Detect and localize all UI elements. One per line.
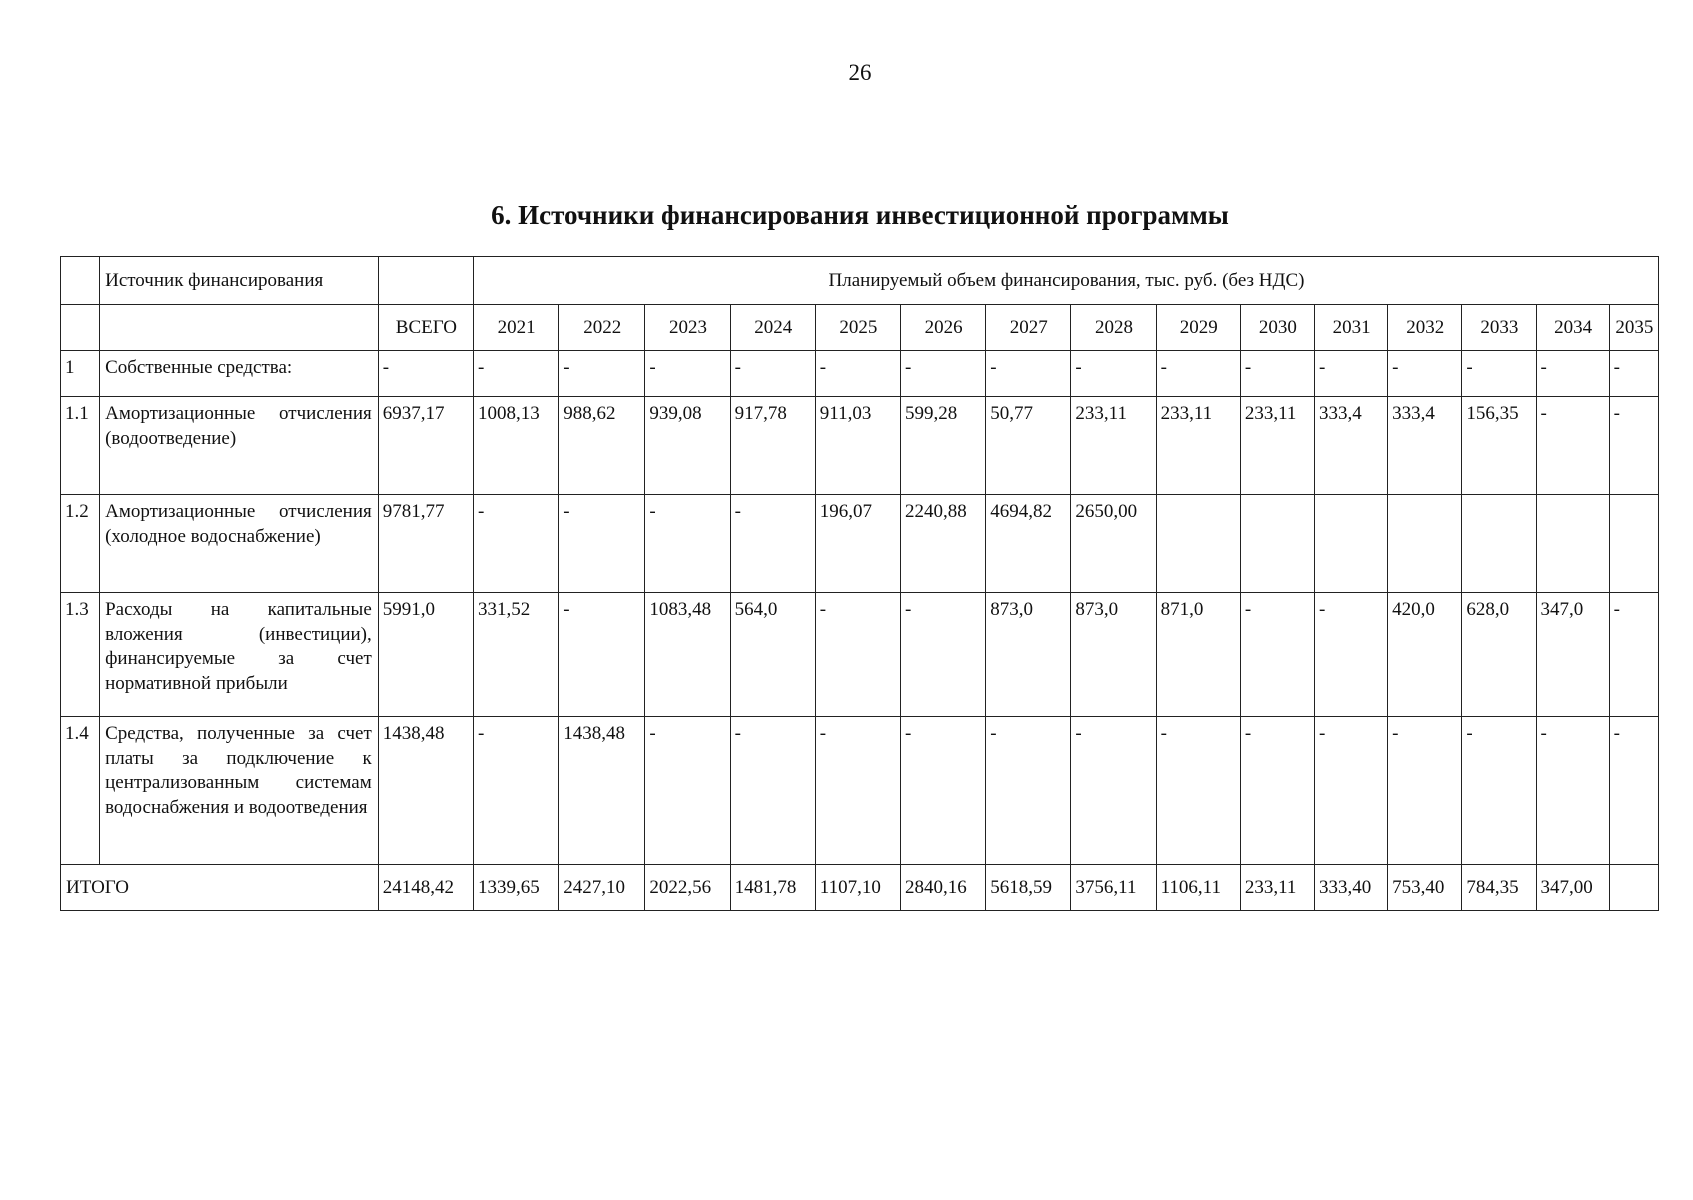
value-cell: -	[1314, 717, 1387, 865]
value-cell: -	[473, 351, 558, 397]
value-cell: 873,0	[986, 593, 1071, 717]
total-value-cell: 2427,10	[559, 865, 645, 911]
year-header-cell: 2022	[559, 305, 645, 351]
value-cell: 628,0	[1462, 593, 1536, 717]
value-cell: 420,0	[1388, 593, 1462, 717]
value-cell: 564,0	[730, 593, 815, 717]
value-cell: 939,08	[645, 397, 730, 495]
page-number: 26	[848, 60, 872, 85]
value-cell: 599,28	[901, 397, 986, 495]
total-value-cell: 1106,11	[1156, 865, 1240, 911]
value-cell: -	[645, 717, 730, 865]
source-cell: Расходы на капитальные вложения (инвестиции), финансируемые за счет нормативной прибыли	[100, 593, 379, 717]
year-header-cell: 2024	[730, 305, 815, 351]
value-cell: -	[1071, 717, 1156, 865]
grand-total-cell: 24148,42	[378, 865, 473, 911]
value-cell: 333,4	[1388, 397, 1462, 495]
value-cell: -	[730, 495, 815, 593]
value-cell: 911,03	[815, 397, 900, 495]
value-cell: -	[1156, 351, 1240, 397]
value-cell: -	[986, 717, 1071, 865]
value-cell: -	[1314, 351, 1387, 397]
row-total-cell: -	[378, 351, 473, 397]
value-cell: 2650,00	[1071, 495, 1156, 593]
value-cell: -	[1240, 717, 1314, 865]
value-cell: 156,35	[1462, 397, 1536, 495]
value-cell: 1083,48	[645, 593, 730, 717]
value-cell: -	[473, 717, 558, 865]
value-cell: -	[730, 351, 815, 397]
year-header-cell: 2027	[986, 305, 1071, 351]
total-value-cell: 1481,78	[730, 865, 815, 911]
value-cell: -	[1388, 717, 1462, 865]
year-header-cell: 2032	[1388, 305, 1462, 351]
value-cell: 871,0	[1156, 593, 1240, 717]
row-number-cell: 1.1	[61, 397, 100, 495]
value-cell	[1462, 495, 1536, 593]
value-cell: -	[901, 717, 986, 865]
financing-table	[60, 256, 1659, 911]
year-header-cell: 2034	[1536, 305, 1609, 351]
value-cell: 196,07	[815, 495, 900, 593]
value-cell: 233,11	[1240, 397, 1314, 495]
value-cell: 2240,88	[901, 495, 986, 593]
header-empty-cell	[378, 257, 473, 305]
value-cell: -	[1462, 717, 1536, 865]
value-cell: -	[559, 495, 645, 593]
value-cell: 50,77	[986, 397, 1071, 495]
total-value-cell: 2840,16	[901, 865, 986, 911]
source-cell: Амортизационные отчисления (холодное водоснабжение)	[100, 495, 379, 593]
year-row-number-cell	[61, 305, 100, 351]
value-cell: -	[730, 717, 815, 865]
value-cell: 917,78	[730, 397, 815, 495]
value-cell	[1156, 495, 1240, 593]
total-value-cell: 1339,65	[473, 865, 558, 911]
row-number-cell: 1	[61, 351, 100, 397]
row-total-cell: 1438,48	[378, 717, 473, 865]
year-header-cell: 2021	[473, 305, 558, 351]
value-cell: -	[815, 593, 900, 717]
table-row	[61, 495, 1659, 593]
value-cell	[1314, 495, 1387, 593]
total-value-cell: 1107,10	[815, 865, 900, 911]
value-cell: -	[1609, 351, 1658, 397]
value-cell: -	[1388, 351, 1462, 397]
source-cell: Собственные средства:	[100, 351, 379, 397]
value-cell: -	[559, 593, 645, 717]
row-number-cell: 1.2	[61, 495, 100, 593]
value-cell: -	[815, 717, 900, 865]
value-cell: 333,4	[1314, 397, 1387, 495]
total-value-cell: 3756,11	[1071, 865, 1156, 911]
value-cell: -	[815, 351, 900, 397]
row-total-cell: 5991,0	[378, 593, 473, 717]
year-row-source-cell	[100, 305, 379, 351]
section-title: 6. Источники финансирования инвестиционной программы	[491, 200, 1229, 230]
year-header-cell: 2023	[645, 305, 730, 351]
total-label-cell: ИТОГО	[61, 865, 379, 911]
source-cell: Средства, полученные за счет платы за подключение к централизованным системам водоснабжения и водоотведения	[100, 717, 379, 865]
value-cell	[1240, 495, 1314, 593]
value-cell: -	[645, 495, 730, 593]
total-row	[61, 865, 1659, 911]
value-cell: 331,52	[473, 593, 558, 717]
value-cell: 347,0	[1536, 593, 1609, 717]
value-cell: -	[986, 351, 1071, 397]
value-cell	[1536, 495, 1609, 593]
source-cell: Амортизационные отчисления (водоотведение)	[100, 397, 379, 495]
table-row	[61, 351, 1659, 397]
value-cell: -	[1609, 593, 1658, 717]
header-planned-cell: Планируемый объем финансирования, тыс. руб. (без НДС)	[473, 257, 1658, 305]
value-cell: 873,0	[1071, 593, 1156, 717]
value-cell: -	[901, 593, 986, 717]
total-value-cell	[1609, 865, 1658, 911]
value-cell: -	[473, 495, 558, 593]
value-cell: -	[1462, 351, 1536, 397]
value-cell: 233,11	[1156, 397, 1240, 495]
value-cell: -	[1609, 397, 1658, 495]
value-cell: -	[1314, 593, 1387, 717]
year-header-cell: 2030	[1240, 305, 1314, 351]
value-cell: -	[1240, 351, 1314, 397]
value-cell: -	[645, 351, 730, 397]
value-cell: 1438,48	[559, 717, 645, 865]
row-total-cell: 6937,17	[378, 397, 473, 495]
value-cell: -	[1609, 717, 1658, 865]
total-value-cell: 233,11	[1240, 865, 1314, 911]
value-cell	[1388, 495, 1462, 593]
total-value-cell: 784,35	[1462, 865, 1536, 911]
year-header-cell: 2033	[1462, 305, 1536, 351]
year-header-cell: 2028	[1071, 305, 1156, 351]
total-value-cell: 753,40	[1388, 865, 1462, 911]
value-cell: 4694,82	[986, 495, 1071, 593]
year-header-cell: 2031	[1314, 305, 1387, 351]
value-cell: 233,11	[1071, 397, 1156, 495]
year-header-cell: 2025	[815, 305, 900, 351]
table-row	[61, 397, 1659, 495]
year-header-cell: 2029	[1156, 305, 1240, 351]
table-header-row	[61, 257, 1659, 305]
value-cell: -	[1536, 717, 1609, 865]
value-cell	[1609, 495, 1658, 593]
value-cell: -	[1156, 717, 1240, 865]
total-value-cell: 2022,56	[645, 865, 730, 911]
year-header-cell: 2035	[1609, 305, 1658, 351]
value-cell: -	[559, 351, 645, 397]
header-source-cell: Источник финансирования	[100, 257, 379, 305]
table-row	[61, 593, 1659, 717]
total-value-cell: 347,00	[1536, 865, 1609, 911]
table-row	[61, 717, 1659, 865]
total-value-cell: 5618,59	[986, 865, 1071, 911]
value-cell: -	[1071, 351, 1156, 397]
table-year-row	[61, 305, 1659, 351]
value-cell: -	[1536, 397, 1609, 495]
row-number-cell: 1.3	[61, 593, 100, 717]
year-header-cell: 2026	[901, 305, 986, 351]
value-cell: -	[901, 351, 986, 397]
header-number-cell	[61, 257, 100, 305]
row-total-cell: 9781,77	[378, 495, 473, 593]
value-cell: -	[1536, 351, 1609, 397]
total-value-cell: 333,40	[1314, 865, 1387, 911]
row-number-cell: 1.4	[61, 717, 100, 865]
header-total-cell: ВСЕГО	[378, 305, 473, 351]
value-cell: 988,62	[559, 397, 645, 495]
value-cell: 1008,13	[473, 397, 558, 495]
value-cell: -	[1240, 593, 1314, 717]
